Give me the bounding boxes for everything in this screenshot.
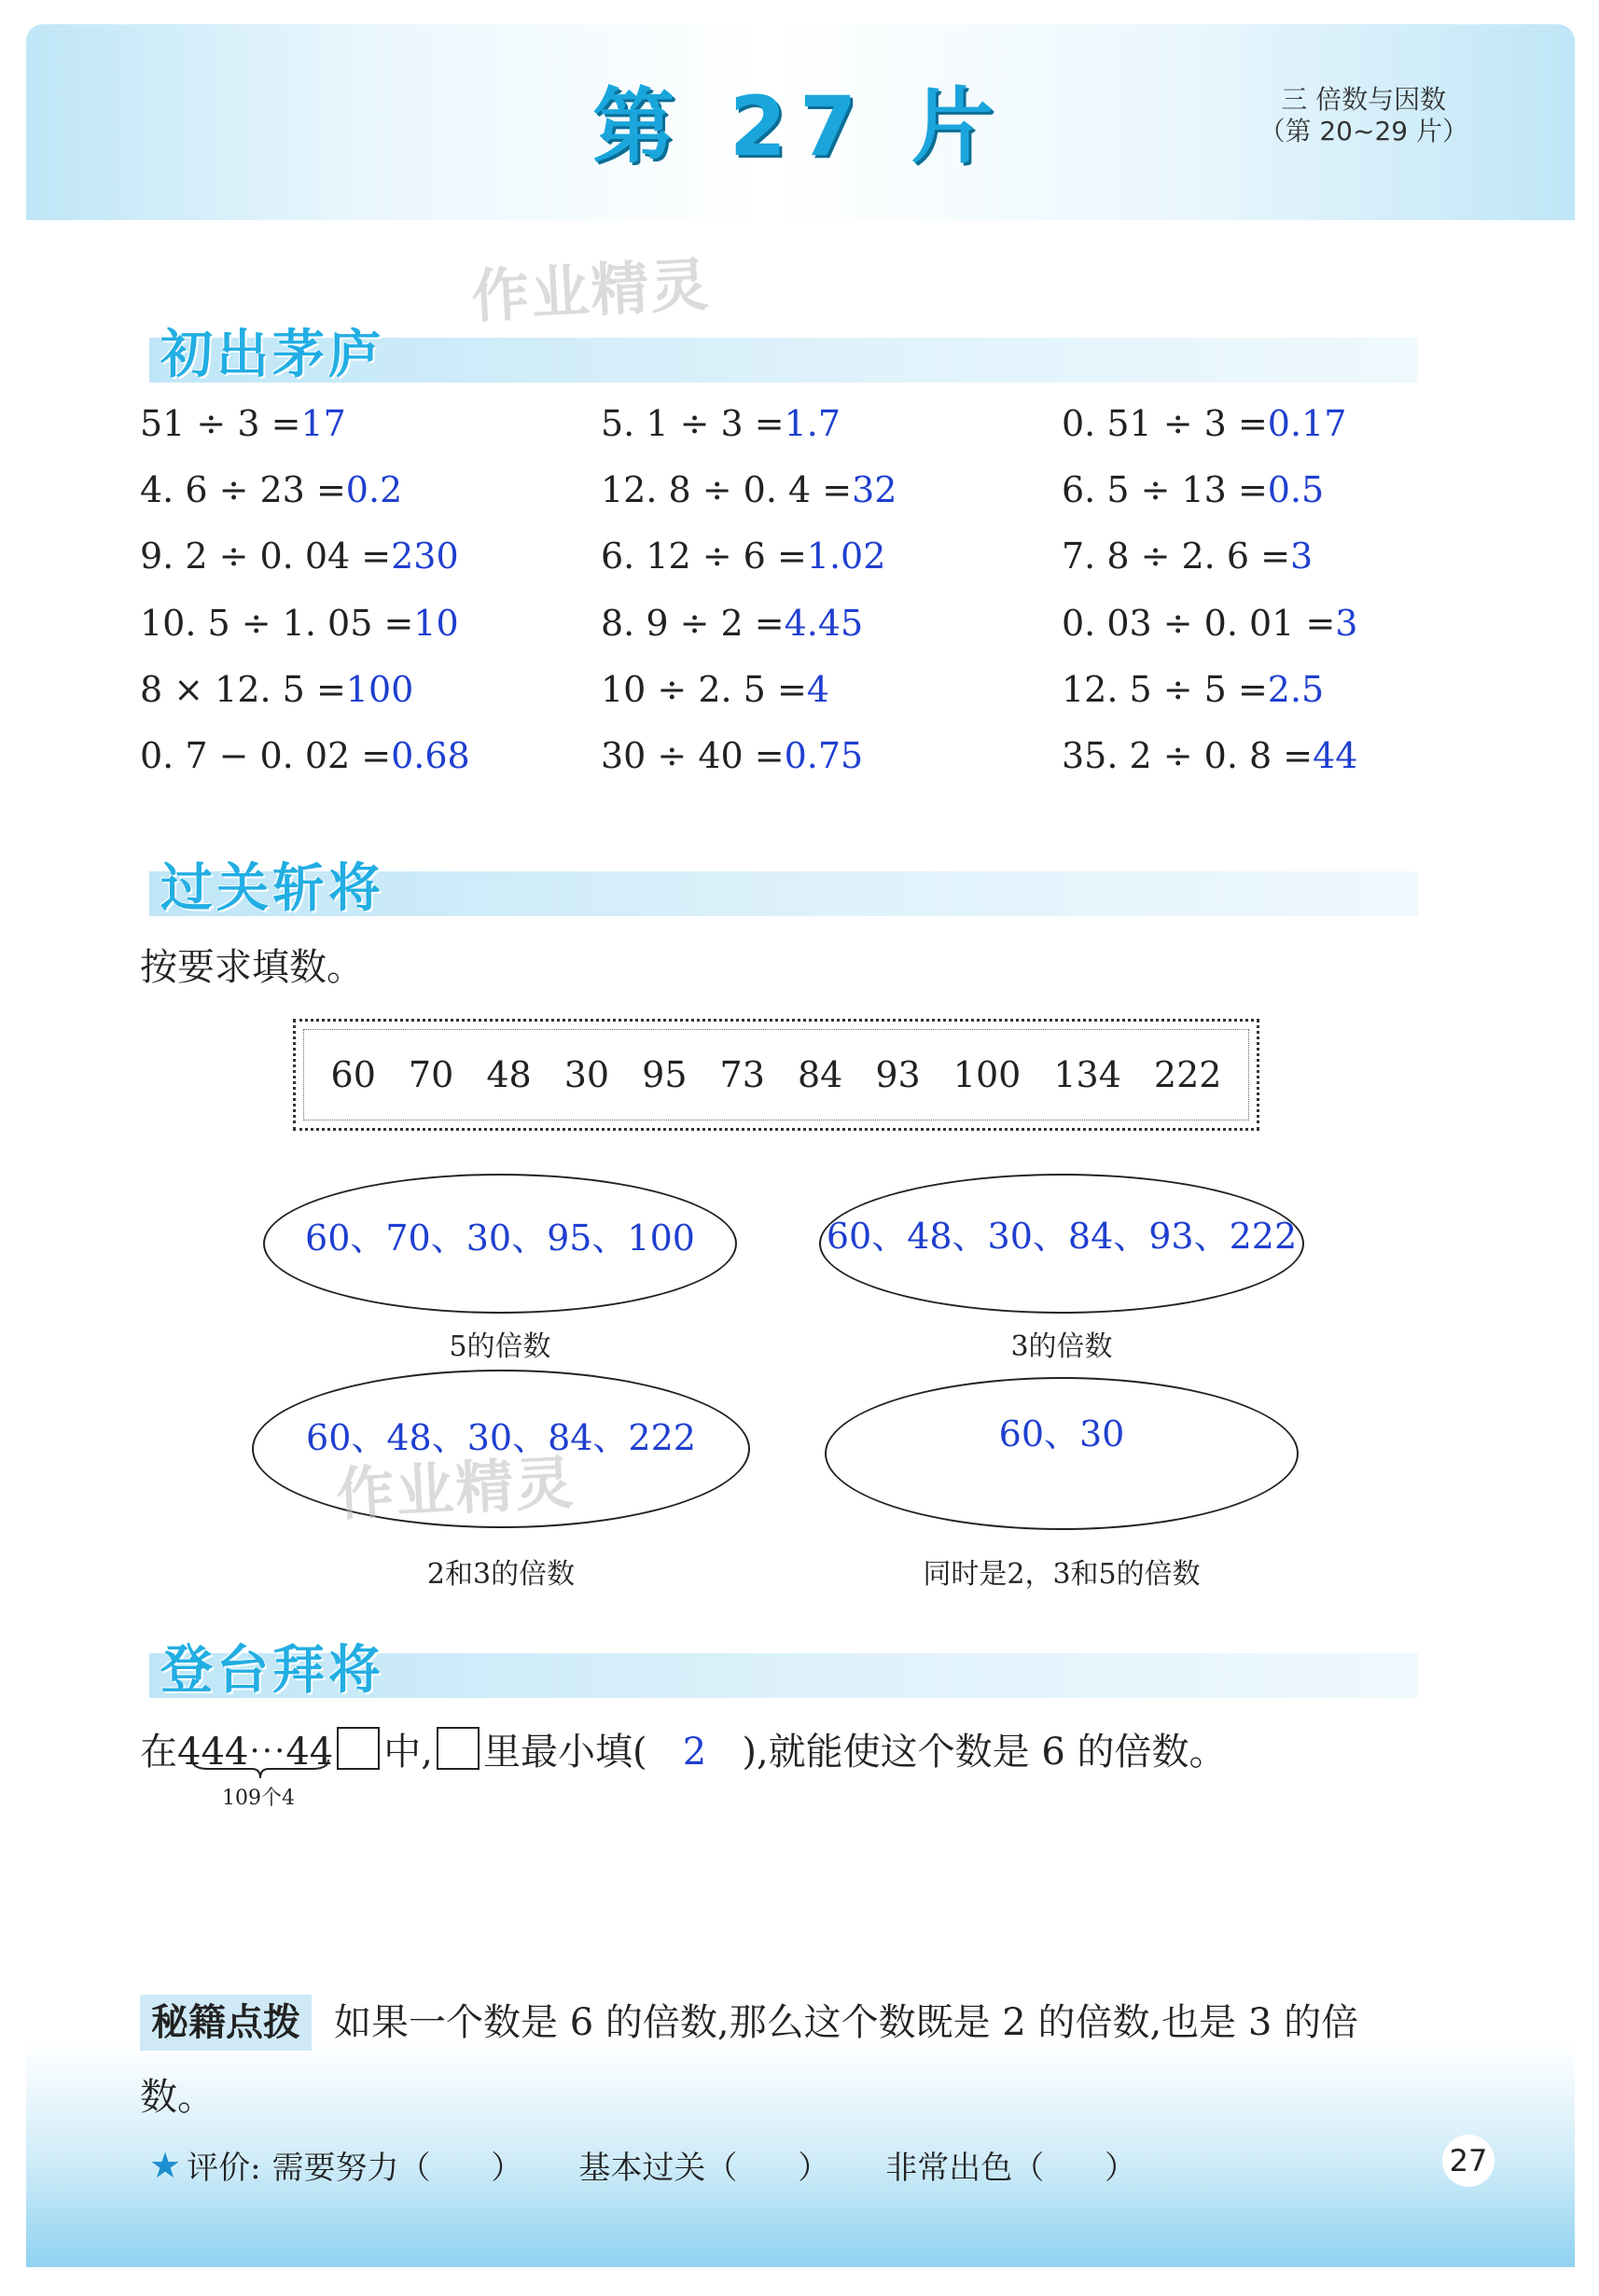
equation [601, 735, 863, 776]
equation [140, 669, 413, 710]
unit-label [1258, 84, 1468, 147]
equation [140, 469, 402, 510]
number-item: 84 [797, 1054, 843, 1095]
number-item: 70 [408, 1054, 454, 1095]
equation [1062, 669, 1324, 710]
equation-answer: 0.5 [1267, 469, 1325, 510]
equation-question: 5. 1 ÷ 3 = [601, 403, 785, 444]
caption-multiples-of-5: 5的倍数 [449, 1330, 551, 1363]
equation-question: 30 ÷ 40 = [601, 735, 785, 776]
equation-question: 6. 5 ÷ 13 = [1062, 469, 1268, 510]
equation-question: 8. 9 ÷ 2 = [601, 603, 785, 644]
equation [601, 669, 829, 710]
equation-question: 7. 8 ÷ 2. 6 = [1062, 536, 1290, 577]
equation-answer: 44 [1313, 735, 1358, 776]
equation-question: 6. 12 ÷ 6 = [601, 536, 807, 577]
question-mid2: 里最小填( [482, 1731, 647, 1774]
equation [140, 735, 470, 776]
answer-multiples-of-2-and-3: 60、48、30、84、222 [306, 1417, 696, 1458]
equation-question: 12. 5 ÷ 5 = [1062, 669, 1268, 710]
equation [140, 536, 459, 577]
instruction-text: 按要求填数。 [140, 946, 364, 989]
equation-answer: 0.17 [1267, 403, 1347, 444]
number-item: 73 [719, 1054, 765, 1095]
rating-row [149, 2142, 1502, 2188]
section-title-1: 初出茅庐 [160, 325, 384, 385]
equation [601, 469, 897, 510]
star-icon: ★ [149, 2144, 182, 2186]
caption-multiples-of-3: 3的倍数 [1010, 1330, 1113, 1363]
equation-answer: 0.68 [391, 735, 470, 776]
equation-answer: 1.7 [784, 403, 841, 444]
tip-tag: 秘籍点拨 [140, 1995, 312, 2051]
equation [1062, 403, 1346, 444]
section-title-2: 过关斩将 [160, 858, 384, 919]
tip-text: 如果一个数是 6 的倍数,那么这个数既是 2 的倍数,也是 3 的倍数。 [140, 2001, 1359, 2119]
equation-answer: 230 [391, 536, 459, 577]
number-item: 100 [952, 1054, 1022, 1095]
equation-answer: 4 [806, 669, 829, 710]
number-item: 95 [642, 1054, 688, 1095]
watermark: 作业精灵 [334, 1448, 577, 1529]
equation-question: 10. 5 ÷ 1. 05 = [140, 603, 414, 644]
rating-item-needs-effort: 需要努力（ ） [271, 2150, 523, 2187]
number-item: 30 [563, 1054, 610, 1095]
number-item: 134 [1053, 1054, 1121, 1095]
number-item: 60 [330, 1054, 376, 1095]
rating-item-passed: 基本过关（ ） [578, 2150, 830, 2187]
equation-question: 0. 7 − 0. 02 = [140, 735, 392, 776]
equation-answer: 3 [1335, 603, 1358, 644]
equation-question: 8 × 12. 5 = [140, 669, 346, 710]
equation-question: 35. 2 ÷ 0. 8 = [1062, 735, 1314, 776]
equation-answer: 2.5 [1267, 669, 1325, 710]
equation-answer: 3 [1289, 536, 1314, 577]
equation [140, 603, 459, 644]
caption-multiples-of-2-3-5: 同时是2，3和5的倍数 [923, 1558, 1201, 1591]
question-suffix: ),就能使这个数是 6 的倍数。 [742, 1731, 1227, 1774]
equation [601, 403, 841, 444]
equation [1062, 469, 1324, 510]
equation-question: 12. 8 ÷ 0. 4 = [601, 469, 853, 510]
equation-question: 51 ÷ 3 = [140, 403, 301, 444]
rating-item-excellent: 非常出色（ ） [885, 2150, 1137, 2187]
equation-answer: 10 [413, 603, 459, 644]
brace-label: 109个4 [222, 1787, 295, 1810]
unit-label-line2: （第 20~29 片） [1258, 116, 1468, 146]
equation-answer: 17 [300, 403, 346, 444]
answer-multiples-of-2-3-5: 60、30 [998, 1413, 1125, 1454]
watermark: 作业精灵 [469, 250, 713, 331]
number-box [293, 1019, 1259, 1131]
rating-label: 评价: [187, 2150, 261, 2187]
equation-answer: 4.45 [784, 603, 864, 644]
equation [601, 536, 885, 577]
question-number: 444⋯44 [177, 1731, 334, 1774]
equation-answer: 0.75 [784, 735, 864, 776]
equation-question: 0. 51 ÷ 3 = [1062, 403, 1268, 444]
equation-answer: 1.02 [806, 536, 886, 577]
answer-multiples-of-3: 60、48、30、84、93、222 [826, 1216, 1298, 1257]
answer-multiples-of-5: 60、70、30、95、100 [305, 1218, 695, 1259]
equation-question: 0. 03 ÷ 0. 01 = [1062, 603, 1336, 644]
number-item: 222 [1153, 1054, 1222, 1095]
question-prefix: 在 [140, 1731, 177, 1774]
blank-square [337, 1727, 380, 1770]
equation [1062, 603, 1357, 644]
section-title-3: 登台拜将 [160, 1640, 384, 1701]
number-item: 48 [486, 1054, 532, 1095]
equation-question: 4. 6 ÷ 23 = [140, 469, 346, 510]
tip-box [140, 1985, 1427, 2135]
question-mid1: 中, [383, 1731, 433, 1774]
equation-answer: 0.2 [345, 469, 403, 510]
equation-answer: 32 [852, 469, 897, 510]
equation-answer: 100 [345, 669, 414, 710]
underbrace-icon [190, 1758, 330, 1780]
equation [1062, 735, 1357, 776]
page-number: 27 [1442, 2135, 1495, 2187]
unit-label-line1: 三 倍数与因数 [1281, 84, 1447, 115]
equation-question: 10 ÷ 2. 5 = [601, 669, 807, 710]
equation [140, 403, 346, 444]
caption-multiples-of-2-and-3: 2和3的倍数 [426, 1558, 576, 1591]
equation [1062, 536, 1313, 577]
number-item: 93 [875, 1054, 921, 1095]
page-title: 第 27 片 [592, 78, 1007, 174]
equation-question: 9. 2 ÷ 0. 04 = [140, 536, 392, 577]
blank-square [437, 1727, 480, 1770]
equation [601, 603, 863, 644]
question-answer: 2 [682, 1731, 707, 1774]
